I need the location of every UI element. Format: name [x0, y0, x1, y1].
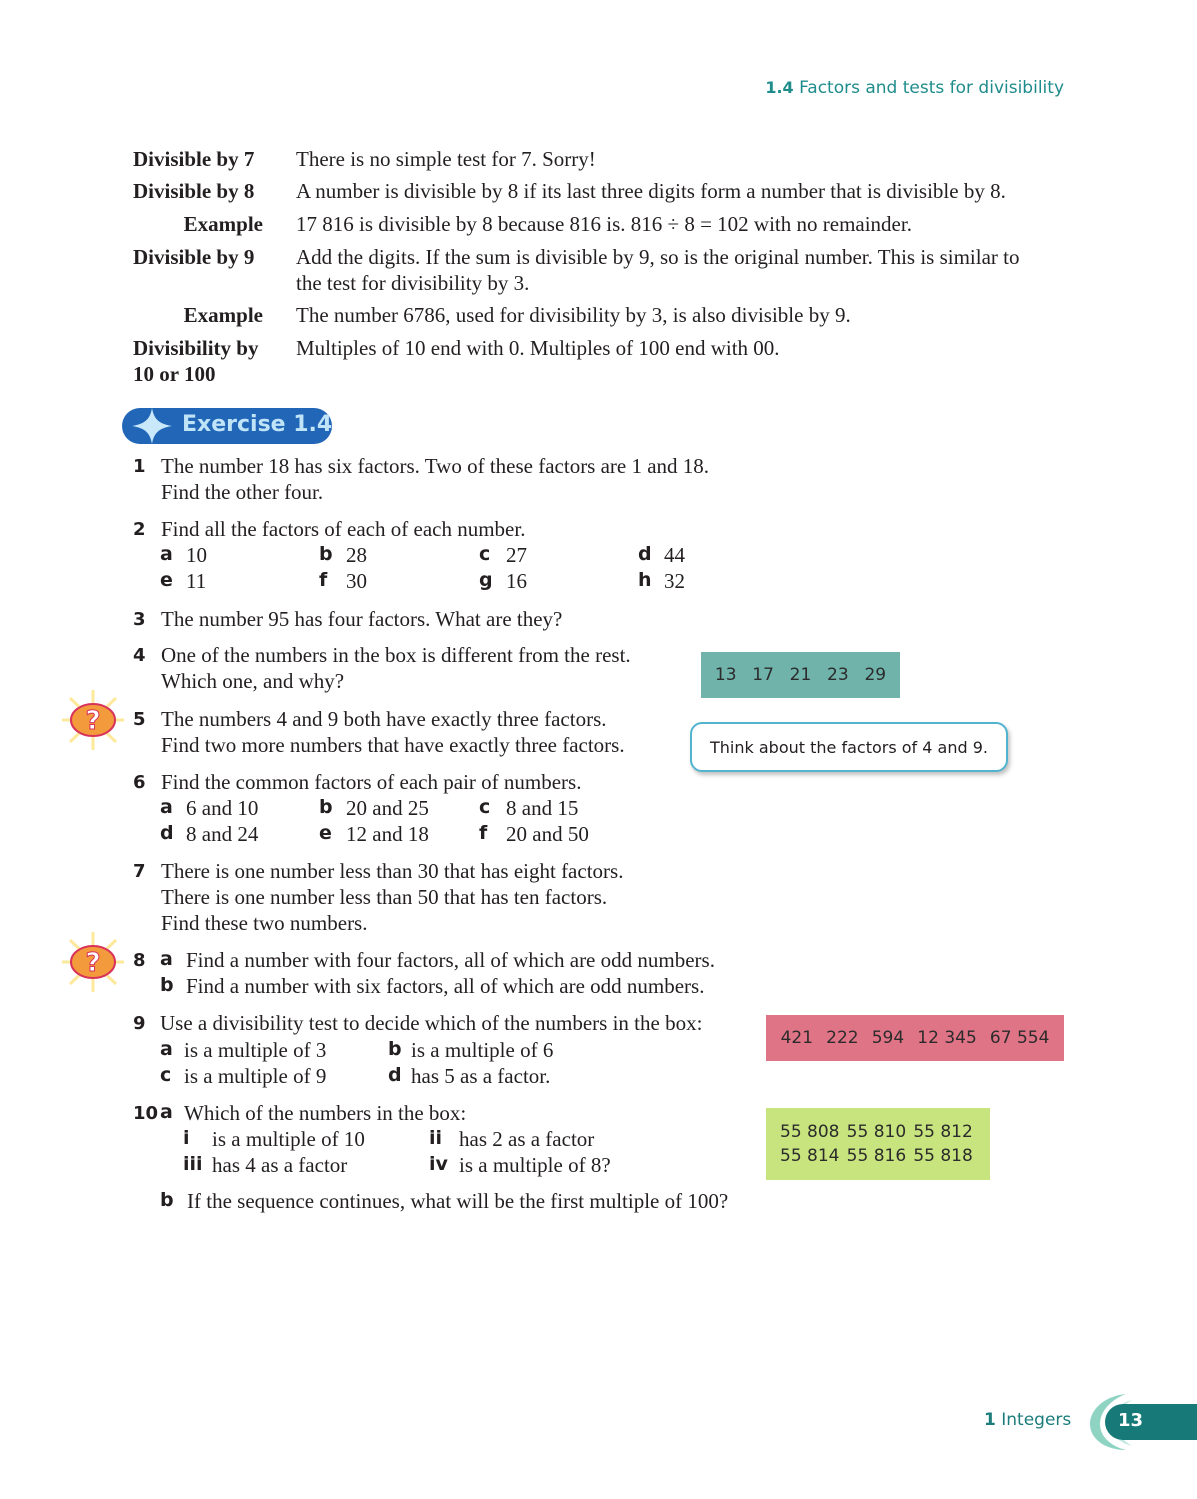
example-label: Example	[183, 303, 263, 327]
subpart-value: has 2 as a factor	[459, 1127, 595, 1151]
challenge-brain-icon	[58, 688, 128, 752]
section-title: Factors and tests for divisibility	[799, 78, 1064, 98]
part-value: has 5 as a factor.	[411, 1064, 551, 1088]
number-box-q4	[701, 652, 900, 698]
part-label: a	[160, 1038, 173, 1060]
question-number: 4	[133, 645, 146, 666]
part-value: is a multiple of 9	[184, 1064, 327, 1088]
box-number: 55 818	[913, 1146, 973, 1166]
part-value: 27	[506, 543, 527, 567]
part-value: Find a number with six factors, all of which are odd numbers.	[186, 974, 705, 998]
part-value: is a multiple of 6	[411, 1038, 554, 1062]
part-label: d	[160, 822, 174, 844]
part-label: c	[160, 1064, 172, 1086]
box-number: 23	[827, 665, 849, 685]
question-number: 8	[133, 950, 146, 971]
example-text: The number 6786, used for divisibility by 3, is also divisible by 9.	[296, 303, 851, 327]
part-label: a	[160, 796, 173, 818]
part-value: 30	[346, 569, 367, 593]
chapter-title: Integers	[1001, 1410, 1072, 1430]
part-value: is a multiple of 3	[184, 1038, 327, 1062]
question-number: 9	[133, 1013, 146, 1034]
part-value: 10	[186, 543, 207, 567]
box-number: 55 810	[846, 1122, 907, 1142]
question-text: Find all the factors of each of each number.	[161, 517, 526, 541]
part-label: a	[160, 948, 173, 970]
part-value: 32	[664, 569, 685, 593]
question-number: 6	[133, 772, 146, 793]
part-value: 12 and 18	[346, 822, 429, 846]
part-label: b	[160, 974, 174, 996]
question-number: 2	[133, 519, 146, 540]
test-label: Divisible by 7	[133, 147, 255, 171]
part-label: h	[638, 569, 652, 591]
box-number: 29	[864, 665, 887, 685]
test-label: Divisible by 9	[133, 245, 255, 269]
part-value: Which of the numbers in the box:	[184, 1101, 467, 1125]
subpart-value: has 4 as a factor	[212, 1153, 348, 1177]
subpart-label: i	[183, 1127, 190, 1149]
part-label: a	[160, 1101, 173, 1123]
box-number: 13	[714, 665, 737, 685]
hint-box: Think about the factors of 4 and 9.	[690, 722, 1008, 772]
page-number: 13	[1118, 1410, 1144, 1431]
part-value: If the sequence continues, what will be the first multiple of 100?	[187, 1189, 729, 1213]
part-label: b	[319, 796, 333, 818]
part-label: c	[479, 543, 491, 565]
example-label: Example	[183, 212, 263, 236]
part-label: d	[638, 543, 652, 565]
question-text: Find the other four.	[161, 480, 324, 504]
part-value: 20 and 50	[506, 822, 589, 846]
part-value: 11	[186, 569, 207, 593]
part-label: e	[160, 569, 173, 591]
svg-text:?: ?	[85, 948, 101, 978]
part-label: b	[388, 1038, 402, 1060]
number-box-q9	[766, 1015, 1064, 1061]
part-label: f	[319, 569, 328, 591]
challenge-brain-icon	[58, 930, 128, 994]
question-text: The numbers 4 and 9 both have exactly three factors.	[161, 707, 607, 731]
part-label: f	[479, 822, 488, 844]
part-value: 8 and 24	[186, 822, 259, 846]
part-label: b	[319, 543, 333, 565]
part-value: 6 and 10	[186, 796, 259, 820]
question-text: Find the common factors of each pair of numbers.	[161, 770, 582, 794]
box-number: 421	[780, 1028, 814, 1048]
star-icon	[130, 406, 174, 446]
question-number: 5	[133, 709, 146, 730]
part-value: 8 and 15	[506, 796, 579, 820]
subpart-value: is a multiple of 10	[212, 1127, 365, 1151]
test-text: There is no simple test for 7. Sorry!	[296, 147, 596, 171]
question-number: 7	[133, 861, 146, 882]
example-text: 17 816 is divisible by 8 because 816 is. 816 ÷ 8 = 102 with no remainder.	[296, 212, 912, 236]
box-number: 55 814	[780, 1146, 840, 1166]
box-number: 594	[871, 1028, 905, 1048]
part-label: g	[479, 569, 493, 591]
test-text-continued: the test for divisibility by 3.	[296, 271, 530, 295]
chapter-number: 1	[984, 1410, 996, 1430]
subpart-label: iv	[429, 1153, 448, 1175]
exercise-title: Exercise 1.4	[182, 412, 333, 437]
test-label: Divisible by 8	[133, 179, 255, 203]
test-label-continued: 10 or 100	[133, 362, 216, 386]
part-label: a	[160, 543, 173, 565]
question-text: Find two more numbers that have exactly three factors.	[161, 733, 625, 757]
part-value: Find a number with four factors, all of which are odd numbers.	[186, 948, 715, 972]
question-number: 1	[133, 456, 146, 477]
question-text: There is one number less than 30 that has eight factors.	[161, 859, 624, 883]
part-value: 44	[664, 543, 685, 567]
question-number: 10	[133, 1103, 159, 1124]
box-number: 21	[789, 665, 812, 685]
test-text: Multiples of 10 end with 0. Multiples of 100 end with 00.	[296, 336, 780, 360]
running-header	[765, 78, 1064, 98]
test-text: A number is divisible by 8 if its last three digits form a number that is divisible by 8.	[296, 179, 1006, 203]
question-text: One of the numbers in the box is different from the rest.	[161, 643, 631, 667]
test-label: Divisibility by	[133, 336, 259, 360]
part-value: 28	[346, 543, 367, 567]
test-text: Add the digits. If the sum is divisible by 9, so is the original number. This is similar to	[296, 245, 1020, 269]
part-label: e	[319, 822, 332, 844]
box-number: 17	[752, 665, 774, 685]
part-value: 20 and 25	[346, 796, 429, 820]
question-text: The number 95 has four factors. What are they?	[161, 607, 563, 631]
subpart-label: iii	[183, 1153, 203, 1175]
subpart-value: is a multiple of 8?	[459, 1153, 611, 1177]
question-text: Which one, and why?	[161, 669, 345, 693]
box-number: 55 812	[913, 1122, 973, 1142]
chapter-footer	[984, 1410, 1071, 1430]
section-number: 1.4	[765, 78, 794, 97]
box-number: 12 345	[917, 1028, 977, 1048]
question-text: The number 18 has six factors. Two of these factors are 1 and 18.	[161, 454, 710, 478]
box-number: 55 808	[780, 1122, 840, 1142]
box-number: 222	[826, 1028, 859, 1048]
question-text: There is one number less than 50 that has ten factors.	[161, 885, 608, 909]
part-label: d	[388, 1064, 402, 1086]
part-value: 16	[506, 569, 527, 593]
part-label: c	[479, 796, 491, 818]
part-label: b	[160, 1189, 174, 1211]
question-text: Use a divisibility test to decide which of the numbers in the box:	[160, 1011, 703, 1035]
number-box-q10	[766, 1108, 990, 1180]
subpart-label: ii	[429, 1127, 443, 1149]
svg-text:?: ?	[85, 706, 101, 736]
question-number: 3	[133, 609, 146, 630]
box-number: 55 816	[846, 1146, 907, 1166]
question-text: Find these two numbers.	[161, 911, 368, 935]
box-number: 67 554	[989, 1028, 1050, 1048]
